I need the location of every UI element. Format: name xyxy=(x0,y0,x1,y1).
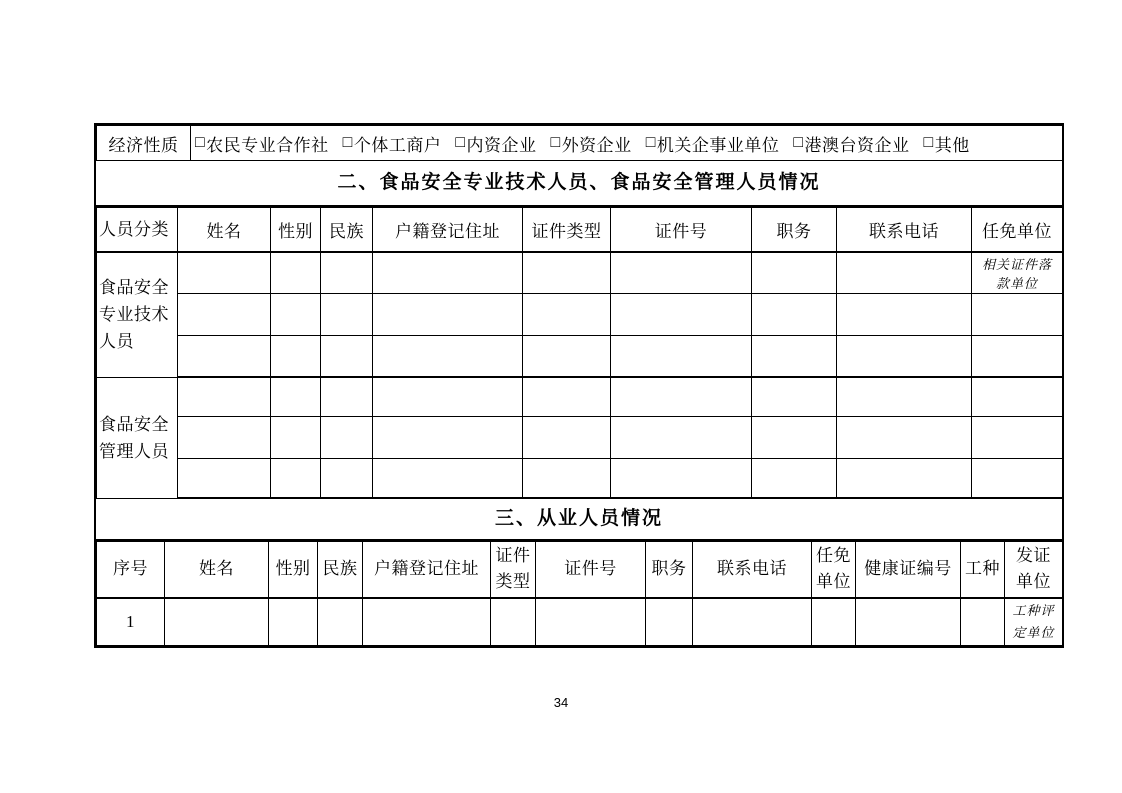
checkbox-option-domestic-enterprise[interactable] xyxy=(455,131,536,156)
empty-cell xyxy=(837,377,972,416)
empty-cell xyxy=(972,293,1063,335)
column-header-name: 姓名 xyxy=(178,208,271,252)
column-header-gender: 性别 xyxy=(271,208,321,252)
column-header-ethnicity: 民族 xyxy=(318,542,363,598)
column-header-phone: 联系电话 xyxy=(693,542,812,598)
checkbox-option-foreign-enterprise[interactable] xyxy=(551,131,632,156)
checkbox-option-hk-macao-taiwan[interactable] xyxy=(793,131,909,156)
empty-cell xyxy=(165,598,269,646)
section2-table xyxy=(96,207,1063,499)
column-header-id-type: 证件类型 xyxy=(523,208,611,252)
checkbox-icon[interactable]: □ xyxy=(342,134,353,151)
page-number: 34 xyxy=(553,695,569,710)
economic-nature-table xyxy=(96,125,1063,161)
checkbox-icon[interactable]: □ xyxy=(195,134,206,151)
section3-title: 三、从业人员情况 xyxy=(96,499,1062,541)
empty-cell xyxy=(856,598,961,646)
registration-form xyxy=(94,123,1064,648)
empty-cell xyxy=(972,377,1063,416)
economic-nature-options-cell xyxy=(191,126,1063,161)
empty-cell xyxy=(752,458,837,498)
checkbox-option-farmer-coop[interactable] xyxy=(195,131,329,156)
empty-cell xyxy=(837,252,972,294)
empty-cell xyxy=(373,335,523,377)
table-row xyxy=(97,458,1063,498)
empty-cell xyxy=(321,416,373,458)
table-row xyxy=(97,293,1063,335)
empty-cell xyxy=(178,416,271,458)
economic-nature-label: 经济性质 xyxy=(97,126,191,161)
empty-cell xyxy=(321,335,373,377)
empty-cell xyxy=(321,458,373,498)
empty-cell xyxy=(321,252,373,294)
column-header-gender: 性别 xyxy=(269,542,318,598)
empty-cell xyxy=(961,598,1005,646)
empty-cell xyxy=(523,252,611,294)
empty-cell xyxy=(321,293,373,335)
checkbox-label: 外资企业 xyxy=(561,135,632,155)
empty-cell xyxy=(523,293,611,335)
empty-cell xyxy=(611,335,752,377)
section3-header-row xyxy=(97,542,1063,598)
empty-cell xyxy=(646,598,693,646)
section3-table xyxy=(96,541,1063,646)
empty-cell xyxy=(611,416,752,458)
section2-header-row xyxy=(97,208,1063,252)
empty-cell xyxy=(178,252,271,294)
checkbox-option-other[interactable] xyxy=(924,131,970,156)
checkbox-label: 其他 xyxy=(934,135,970,155)
empty-cell xyxy=(271,377,321,416)
column-header-registered-address: 户籍登记住址 xyxy=(373,208,523,252)
empty-cell xyxy=(611,293,752,335)
column-header-serial-number: 序号 xyxy=(97,542,165,598)
empty-cell xyxy=(363,598,491,646)
column-header-phone: 联系电话 xyxy=(837,208,972,252)
empty-cell xyxy=(523,335,611,377)
empty-cell xyxy=(837,416,972,458)
column-header-position: 职务 xyxy=(646,542,693,598)
empty-cell xyxy=(752,335,837,377)
checkbox-icon[interactable]: □ xyxy=(550,134,561,151)
empty-cell xyxy=(318,598,363,646)
column-header-personnel-category: 人员分类 xyxy=(97,208,178,252)
column-header-id-number: 证件号 xyxy=(611,208,752,252)
empty-cell xyxy=(491,598,536,646)
empty-cell xyxy=(178,377,271,416)
empty-cell xyxy=(972,458,1063,498)
column-header-registered-address: 户籍登记住址 xyxy=(363,542,491,598)
empty-cell xyxy=(321,377,373,416)
checkbox-option-individual-business[interactable] xyxy=(343,131,442,156)
empty-cell xyxy=(693,598,812,646)
empty-cell xyxy=(178,458,271,498)
checkbox-icon[interactable]: □ xyxy=(793,134,804,151)
empty-cell xyxy=(523,458,611,498)
empty-cell xyxy=(752,416,837,458)
empty-cell xyxy=(837,335,972,377)
economic-nature-row xyxy=(97,126,1063,161)
empty-cell xyxy=(271,458,321,498)
economic-nature-options xyxy=(195,131,1058,156)
checkbox-label: 港澳台资企业 xyxy=(804,135,910,155)
empty-cell xyxy=(373,252,523,294)
empty-cell xyxy=(611,458,752,498)
empty-cell xyxy=(178,335,271,377)
empty-cell xyxy=(373,377,523,416)
empty-cell xyxy=(178,293,271,335)
checkbox-icon[interactable]: □ xyxy=(645,134,656,151)
empty-cell xyxy=(611,377,752,416)
table-row xyxy=(97,335,1063,377)
empty-cell xyxy=(271,252,321,294)
note-job-type-assessment-unit-cell: 工种评定单位 xyxy=(1005,598,1063,646)
checkbox-label: 内资企业 xyxy=(466,135,537,155)
empty-cell xyxy=(536,598,646,646)
section2-title: 二、食品安全专业技术人员、食品安全管理人员情况 xyxy=(96,161,1062,207)
empty-cell xyxy=(271,335,321,377)
column-header-appointment-unit: 任免单位 xyxy=(812,542,856,598)
checkbox-label: 机关企事业单位 xyxy=(656,135,780,155)
empty-cell xyxy=(972,416,1063,458)
column-header-ethnicity: 民族 xyxy=(321,208,373,252)
column-header-name: 姓名 xyxy=(165,542,269,598)
empty-cell xyxy=(373,416,523,458)
empty-cell xyxy=(752,377,837,416)
empty-cell xyxy=(373,458,523,498)
column-header-health-certificate-number: 健康证编号 xyxy=(856,542,961,598)
column-header-id-number: 证件号 xyxy=(536,542,646,598)
group-label-technical-personnel: 食品安全专业技术人员 xyxy=(97,252,178,378)
empty-cell xyxy=(523,377,611,416)
table-row xyxy=(97,598,1063,646)
column-header-position: 职务 xyxy=(752,208,837,252)
table-row xyxy=(97,377,1063,416)
column-header-appointment-unit: 任免单位 xyxy=(972,208,1063,252)
empty-cell xyxy=(752,293,837,335)
empty-cell xyxy=(373,293,523,335)
checkbox-option-government-institution[interactable] xyxy=(646,131,780,156)
empty-cell xyxy=(271,293,321,335)
empty-cell xyxy=(837,458,972,498)
empty-cell xyxy=(269,598,318,646)
checkbox-icon[interactable]: □ xyxy=(455,134,466,151)
empty-cell xyxy=(812,598,856,646)
checkbox-label: 农民专业合作社 xyxy=(206,135,329,155)
checkbox-label: 个体工商户 xyxy=(353,135,442,155)
table-row xyxy=(97,416,1063,458)
column-header-issuing-unit: 发证单位 xyxy=(1005,542,1063,598)
column-header-id-type: 证件类型 xyxy=(491,542,536,598)
row-number-cell: 1 xyxy=(97,598,165,646)
empty-cell xyxy=(523,416,611,458)
checkbox-icon[interactable]: □ xyxy=(923,134,934,151)
table-row xyxy=(97,252,1063,294)
note-certificate-issuer-cell: 相关证件落款单位 xyxy=(972,252,1063,294)
empty-cell xyxy=(271,416,321,458)
group-label-management-personnel: 食品安全管理人员 xyxy=(97,377,178,498)
empty-cell xyxy=(837,293,972,335)
empty-cell xyxy=(972,335,1063,377)
column-header-job-type: 工种 xyxy=(961,542,1005,598)
empty-cell xyxy=(611,252,752,294)
empty-cell xyxy=(752,252,837,294)
